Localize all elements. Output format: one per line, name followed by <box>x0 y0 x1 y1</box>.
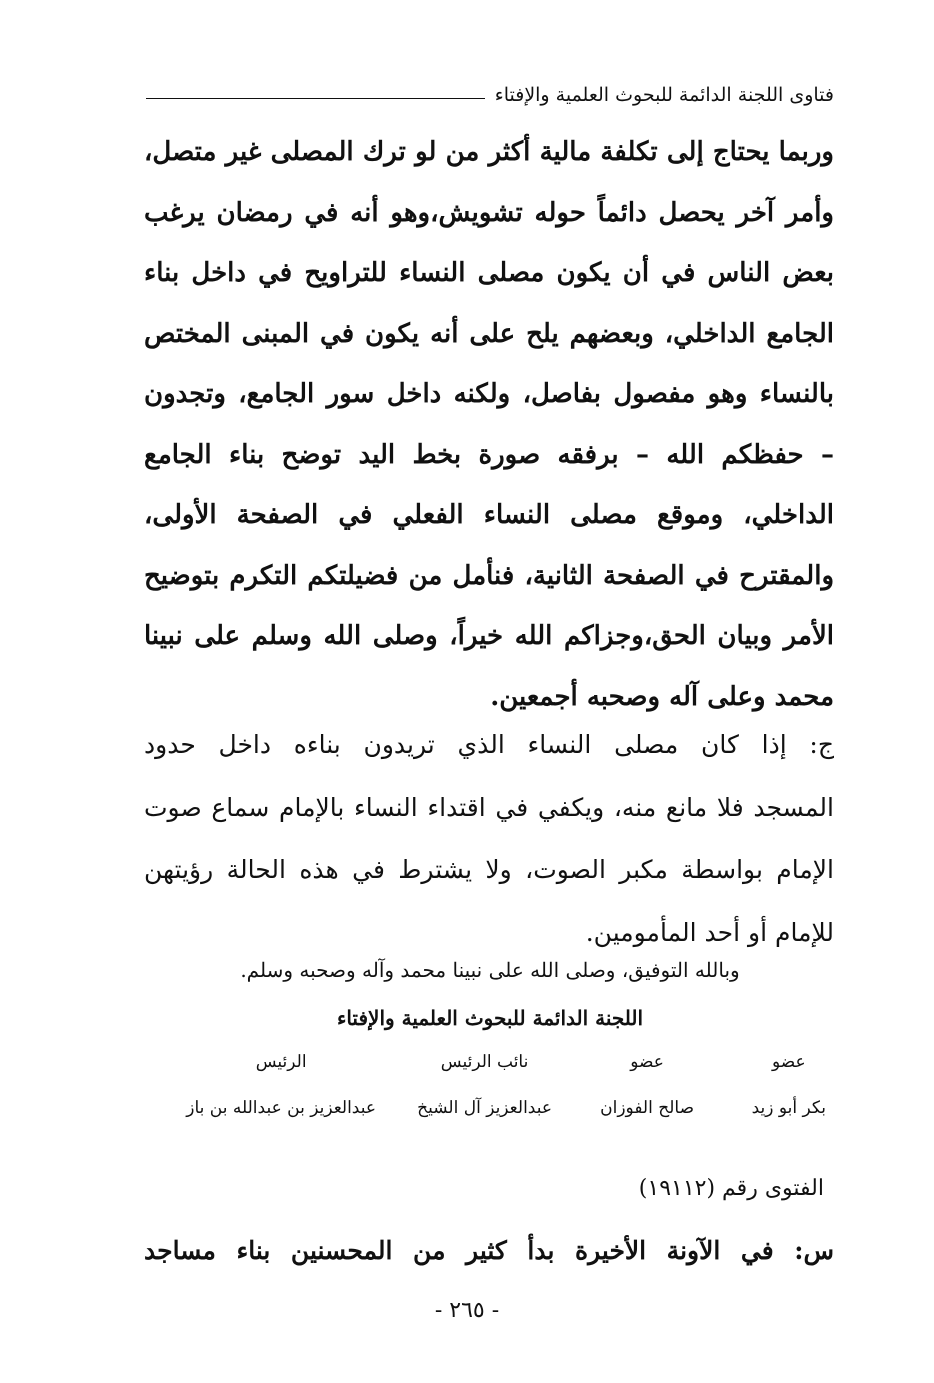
header-title: فتاوى اللجنة الدائمة للبحوث العلمية والإفتاء <box>494 84 834 106</box>
signatories <box>146 1050 826 1130</box>
signer-name: صالح الفوزان <box>600 1098 694 1118</box>
question-line: وأمر آخر يحصل دائماً حوله تشويش،وهو أنه في رمضان يرغب <box>144 197 834 228</box>
page-number: - ٢٦٥ - <box>434 1298 500 1323</box>
signer-role: عضو <box>630 1052 664 1072</box>
signer <box>186 1050 376 1120</box>
question-line: محمد وعلى آله وصحبه أجمعين. <box>490 681 834 712</box>
header-rule <box>146 98 485 99</box>
question-line: بعض الناس في أن يكون مصلى النساء للتراويح في داخل بناء <box>144 258 834 288</box>
page-header <box>146 78 834 112</box>
question-line: الجامع الداخلي، وبعضهم يلح على أنه يكون في المبنى المختص <box>144 318 834 349</box>
signer <box>752 1050 826 1120</box>
answer-line: للإمام أو أحد المأمومين. <box>585 917 834 947</box>
answer-body <box>144 714 834 964</box>
signer <box>600 1050 694 1120</box>
committee-name: اللجنة الدائمة للبحوث العلمية والإفتاء <box>336 1006 644 1030</box>
answer-line: المسجد فلا مانع منه، ويكفي في اقتداء النساء بالإمام سماع صوت <box>144 792 834 822</box>
answer-line: الإمام بواسطة مكبر الصوت، ولا يشترط في هذه الحالة رؤيتهن <box>144 855 834 884</box>
closing-line: وبالله التوفيق، وصلى الله على نبينا محمد وآله وصحبه وسلم. <box>240 958 740 982</box>
question-body <box>144 122 834 727</box>
question-line: والمقترح في الصفحة الثانية، فنأمل من فضيلتكم التكرم بتوضيح <box>144 560 834 591</box>
question-line: وربما يحتاج إلى تكلفة مالية أكثر من لو ترك المصلى غير متصل، <box>144 137 834 167</box>
signer-name: عبدالعزيز آل الشيخ <box>417 1098 552 1118</box>
signer-role: عضو <box>771 1052 806 1072</box>
next-question-line: س: في الآونة الأخيرة بدأ كثير من المحسنين بناء مساجد <box>144 1236 834 1265</box>
signer <box>417 1050 552 1120</box>
signer-name: بكر أبو زيد <box>751 1098 826 1118</box>
fatwa-number: الفتوى رقم (١٩١١٢) <box>638 1176 824 1201</box>
signer-role: نائب الرئيس <box>440 1052 529 1072</box>
question-line: الأمر وبيان الحق،وجزاكم الله خيراً، وصلى الله وسلم على نبينا <box>144 621 834 651</box>
question-line: – حفظكم الله – برفقه صورة بخط اليد توضح بناء الجامع <box>144 439 834 470</box>
signer-name: عبدالعزيز بن عبدالله بن باز <box>186 1098 376 1118</box>
question-line: الداخلي، وموقع مصلى النساء الفعلي في الصفحة الأولى، <box>144 500 834 530</box>
question-line: بالنساء وهو مفصول بفاصل، ولكنه داخل سور الجامع، وتجدون <box>144 379 834 409</box>
answer-line: ج: إذا كان مصلى النساء الذي تريدون بناءه داخل حدود <box>144 730 834 759</box>
signer-role: الرئيس <box>255 1052 307 1072</box>
